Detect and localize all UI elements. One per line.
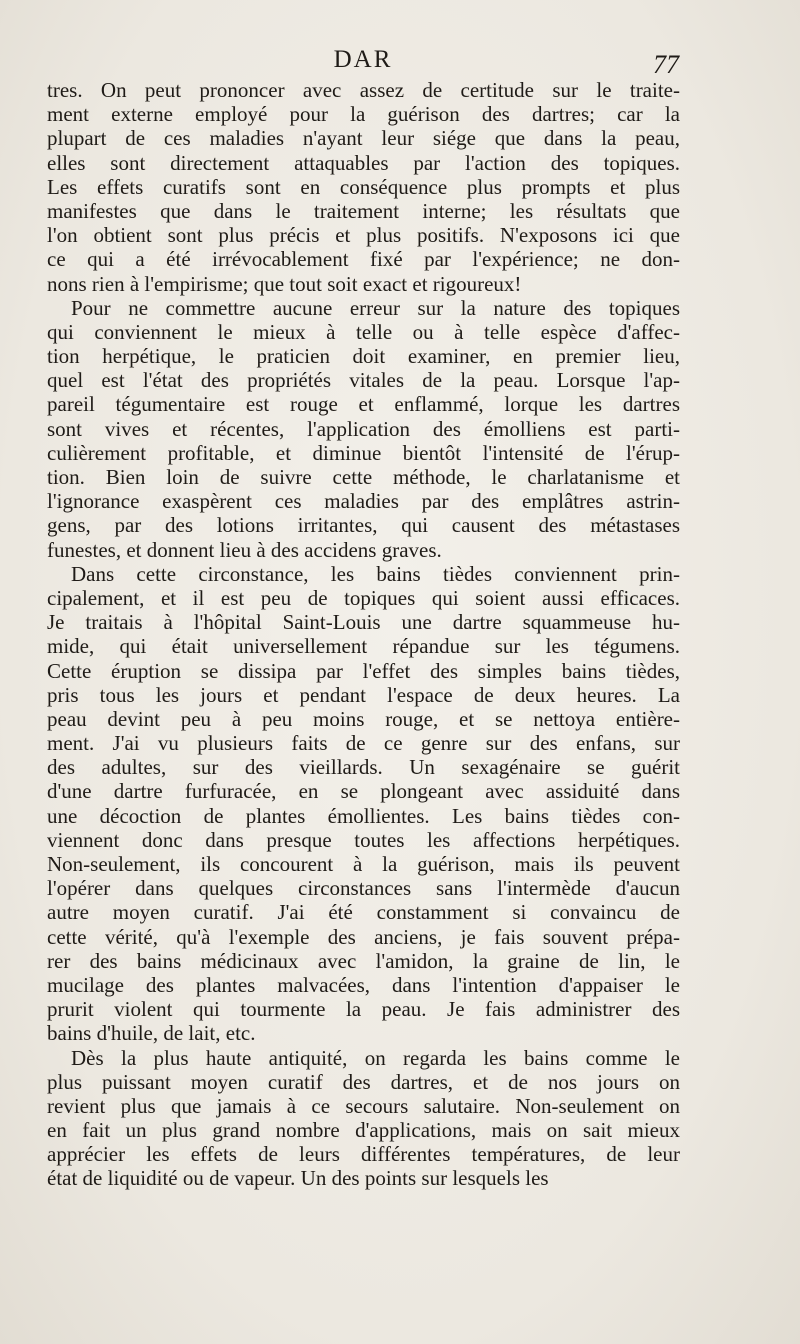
text-line: pris tous les jours et pendant l'espace de deux heures. La bbox=[47, 682, 680, 707]
page-number: 77 bbox=[653, 50, 679, 79]
text-line: plus puissant moyen curatif des dartres, et de nos jours on bbox=[47, 1069, 680, 1094]
text-line: rer des bains médicinaux avec l'amidon, la graine de lin, le bbox=[47, 948, 680, 973]
body-text bbox=[47, 78, 680, 1191]
text-line: bains d'huile, de lait, etc. bbox=[47, 1021, 256, 1046]
text-line: cette vérité, qu'à l'exemple des anciens, je fais souvent prépa- bbox=[47, 924, 680, 949]
text-line: d'une dartre furfuracée, en se plongeant avec assiduité dans bbox=[47, 779, 680, 804]
text-line: mucilage des plantes malvacées, dans l'intention d'appaiser le bbox=[47, 972, 680, 997]
text-line: gens, par des lotions irritantes, qui causent des métastases bbox=[47, 513, 680, 538]
text-line: elles sont directement attaquables par l'action des topiques. bbox=[47, 150, 680, 175]
text-line: Cette éruption se dissipa par l'effet des simples bains tièdes, bbox=[47, 658, 680, 683]
text-line: apprécier les effets de leurs différentes températures, de leur bbox=[47, 1142, 680, 1167]
text-line: Non-seulement, ils concourent à la guérison, mais ils peuvent bbox=[47, 852, 680, 876]
text-line: Pour ne commettre aucune erreur sur la nature des topiques bbox=[71, 295, 680, 320]
text-line: autre moyen curatif. J'ai été constamment si convaincu de bbox=[47, 900, 680, 925]
running-head: DAR bbox=[333, 46, 393, 73]
text-line: l'ignorance exaspèrent ces maladies par des emplâtres astrin- bbox=[47, 489, 680, 514]
text-line: nons rien à l'empirisme; que tout soit exact et rigoureux! bbox=[47, 271, 522, 296]
text-line: cipalement, et il est peu de topiques qui soient aussi efficaces. bbox=[47, 585, 680, 610]
text-line: tion. Bien loin de suivre cette méthode, le charlatanisme et bbox=[47, 465, 680, 489]
text-line: tion herpétique, le praticien doit examiner, en premier lieu, bbox=[47, 344, 680, 369]
paragraph bbox=[47, 562, 680, 1046]
text-line: l'on obtient sont plus précis et plus positifs. N'exposons ici que bbox=[47, 223, 680, 248]
text-line: culièrement profitable, et diminue bientôt l'intensité de l'érup- bbox=[47, 440, 680, 465]
paragraph bbox=[47, 1046, 680, 1191]
text-line: pareil tégumentaire est rouge et enflammé, lorque les dartres bbox=[47, 392, 680, 417]
text-line: quel est l'état des propriétés vitales de la peau. Lorsque l'ap- bbox=[47, 368, 680, 393]
text-line: peau devint peu à peu moins rouge, et se nettoya entière- bbox=[47, 706, 680, 731]
page-header bbox=[47, 46, 679, 82]
text-line: viennent donc dans presque toutes les affections herpétiques. bbox=[47, 827, 680, 852]
text-line: une décoction de plantes émollientes. Les bains tièdes con- bbox=[47, 803, 680, 828]
text-line: sont vives et récentes, l'application des émolliens est parti- bbox=[47, 416, 680, 441]
text-line: des adultes, sur des vieillards. Un sexagénaire se guérit bbox=[47, 755, 680, 780]
text-line: revient plus que jamais à ce secours salutaire. Non-seulement on bbox=[47, 1093, 680, 1118]
text-line: manifestes que dans le traitement interne; les résultats que bbox=[47, 198, 680, 223]
text-line: ce qui a été irrévocablement fixé par l'expérience; ne don- bbox=[47, 247, 680, 272]
text-line: Dans cette circonstance, les bains tièdes conviennent prin- bbox=[71, 561, 680, 586]
paragraph bbox=[47, 296, 680, 562]
text-line: funestes, et donnent lieu à des accidens graves. bbox=[47, 537, 442, 562]
text-line: plupart de ces maladies n'ayant leur siége que dans la peau, bbox=[47, 126, 680, 151]
text-line: qui conviennent le mieux à telle ou à telle espèce d'affec- bbox=[47, 319, 680, 344]
paragraph bbox=[47, 78, 680, 296]
text-line: ment. J'ai vu plusieurs faits de ce genre sur des enfans, sur bbox=[47, 731, 680, 756]
text-line: prurit violent qui tourmente la peau. Je fais administrer des bbox=[47, 997, 680, 1022]
text-line: état de liquidité ou de vapeur. Un des points sur lesquels les bbox=[47, 1166, 549, 1191]
text-line: ment externe employé pour la guérison des dartres; car la bbox=[47, 102, 680, 127]
text-line: en fait un plus grand nombre d'applications, mais on sait mieux bbox=[47, 1118, 680, 1143]
text-line: l'opérer dans quelques circonstances sans l'intermède d'aucun bbox=[47, 876, 680, 901]
text-line: mide, qui était universellement répandue sur les tégumens. bbox=[47, 634, 680, 659]
text-line: Les effets curatifs sont en conséquence plus prompts et plus bbox=[47, 174, 680, 199]
text-line: Dès la plus haute antiquité, on regarda les bains comme le bbox=[71, 1045, 680, 1070]
text-line: Je traitais à l'hôpital Saint-Louis une dartre squammeuse hu- bbox=[47, 610, 680, 635]
text-line: tres. On peut prononcer avec assez de certitude sur le traite- bbox=[47, 78, 680, 102]
